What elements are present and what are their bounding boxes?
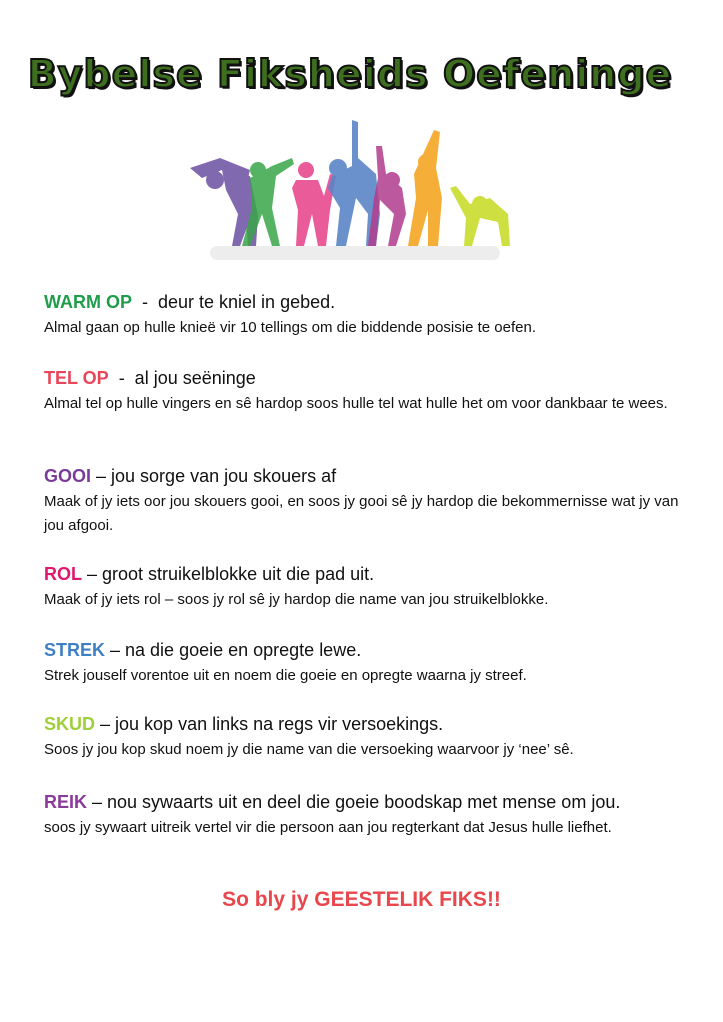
exercise-heading [44,712,684,736]
exercise-keyword: ROL [44,564,82,584]
exercise-heading [44,290,684,314]
exercise-heading [44,464,684,488]
exercise-keyword: GOOI [44,466,92,486]
exercise-description: soos jy sywaart uitreik vertel vir die persoon aan jou regterkant dat Jesus hulle liefhet. [44,819,612,836]
exercise-heading [44,366,684,390]
closing-message: So bly jy GEESTELIK FIKS!! [222,888,501,911]
exercise-heading-text: – groot struikelblokke uit die pad uit. [82,564,375,584]
exercise-item [44,366,684,416]
exercise-item [44,638,684,688]
exercise-description: Maak of jy iets oor jou skouers gooi, en soos jy gooi sê jy hardop die bekommernisse wat jy van jou afgooi. [44,493,679,534]
exercise-heading-text: - deur te kniel in gebed. [132,292,336,312]
exercise-heading-text: – nou sywaarts uit en deel die goeie boodskap met mense om jou. [87,792,621,812]
exercise-item [44,464,684,538]
exercise-heading [44,790,684,814]
exercise-heading-text: – na die goeie en opregte lewe. [105,640,362,660]
exercise-item [44,790,684,840]
exercise-keyword: TEL OP [44,368,109,388]
exercise-description: Maak of jy iets rol – soos jy rol sê jy hardop die name van jou struikelblokke. [44,591,549,608]
exercise-item [44,290,684,340]
exercise-description: Almal tel op hulle vingers en sê hardop soos hulle tel wat hulle het om voor dankbaar te wees. [44,395,668,412]
exercise-description: Almal gaan op hulle knieë vir 10 tellings om die biddende posisie te oefen. [44,319,536,336]
exercise-item [44,712,684,762]
exercise-description: Strek jouself vorentoe uit en noem die goeie en opregte waarna jy streef. [44,667,527,684]
page-title: Bybelse Fiksheids Oefeninge [27,52,673,96]
exercise-heading-text: – jou sorge van jou skouers af [91,466,337,486]
stretching-figures-icon [180,118,525,268]
exercise-heading-text: - al jou seëninge [108,368,256,388]
exercise-heading [44,638,684,662]
exercise-keyword: STREK [44,640,106,660]
exercise-heading [44,562,684,586]
exercise-keyword: SKUD [44,714,96,734]
exercise-description: Soos jy jou kop skud noem jy die name van die versoeking waarvoor jy ‘nee’ sê. [44,741,574,758]
exercise-keyword: REIK [44,792,88,812]
exercise-keyword: WARM OP [44,292,132,312]
exercise-heading-text: – jou kop van links na regs vir versoekings. [95,714,444,734]
exercise-item [44,562,684,612]
